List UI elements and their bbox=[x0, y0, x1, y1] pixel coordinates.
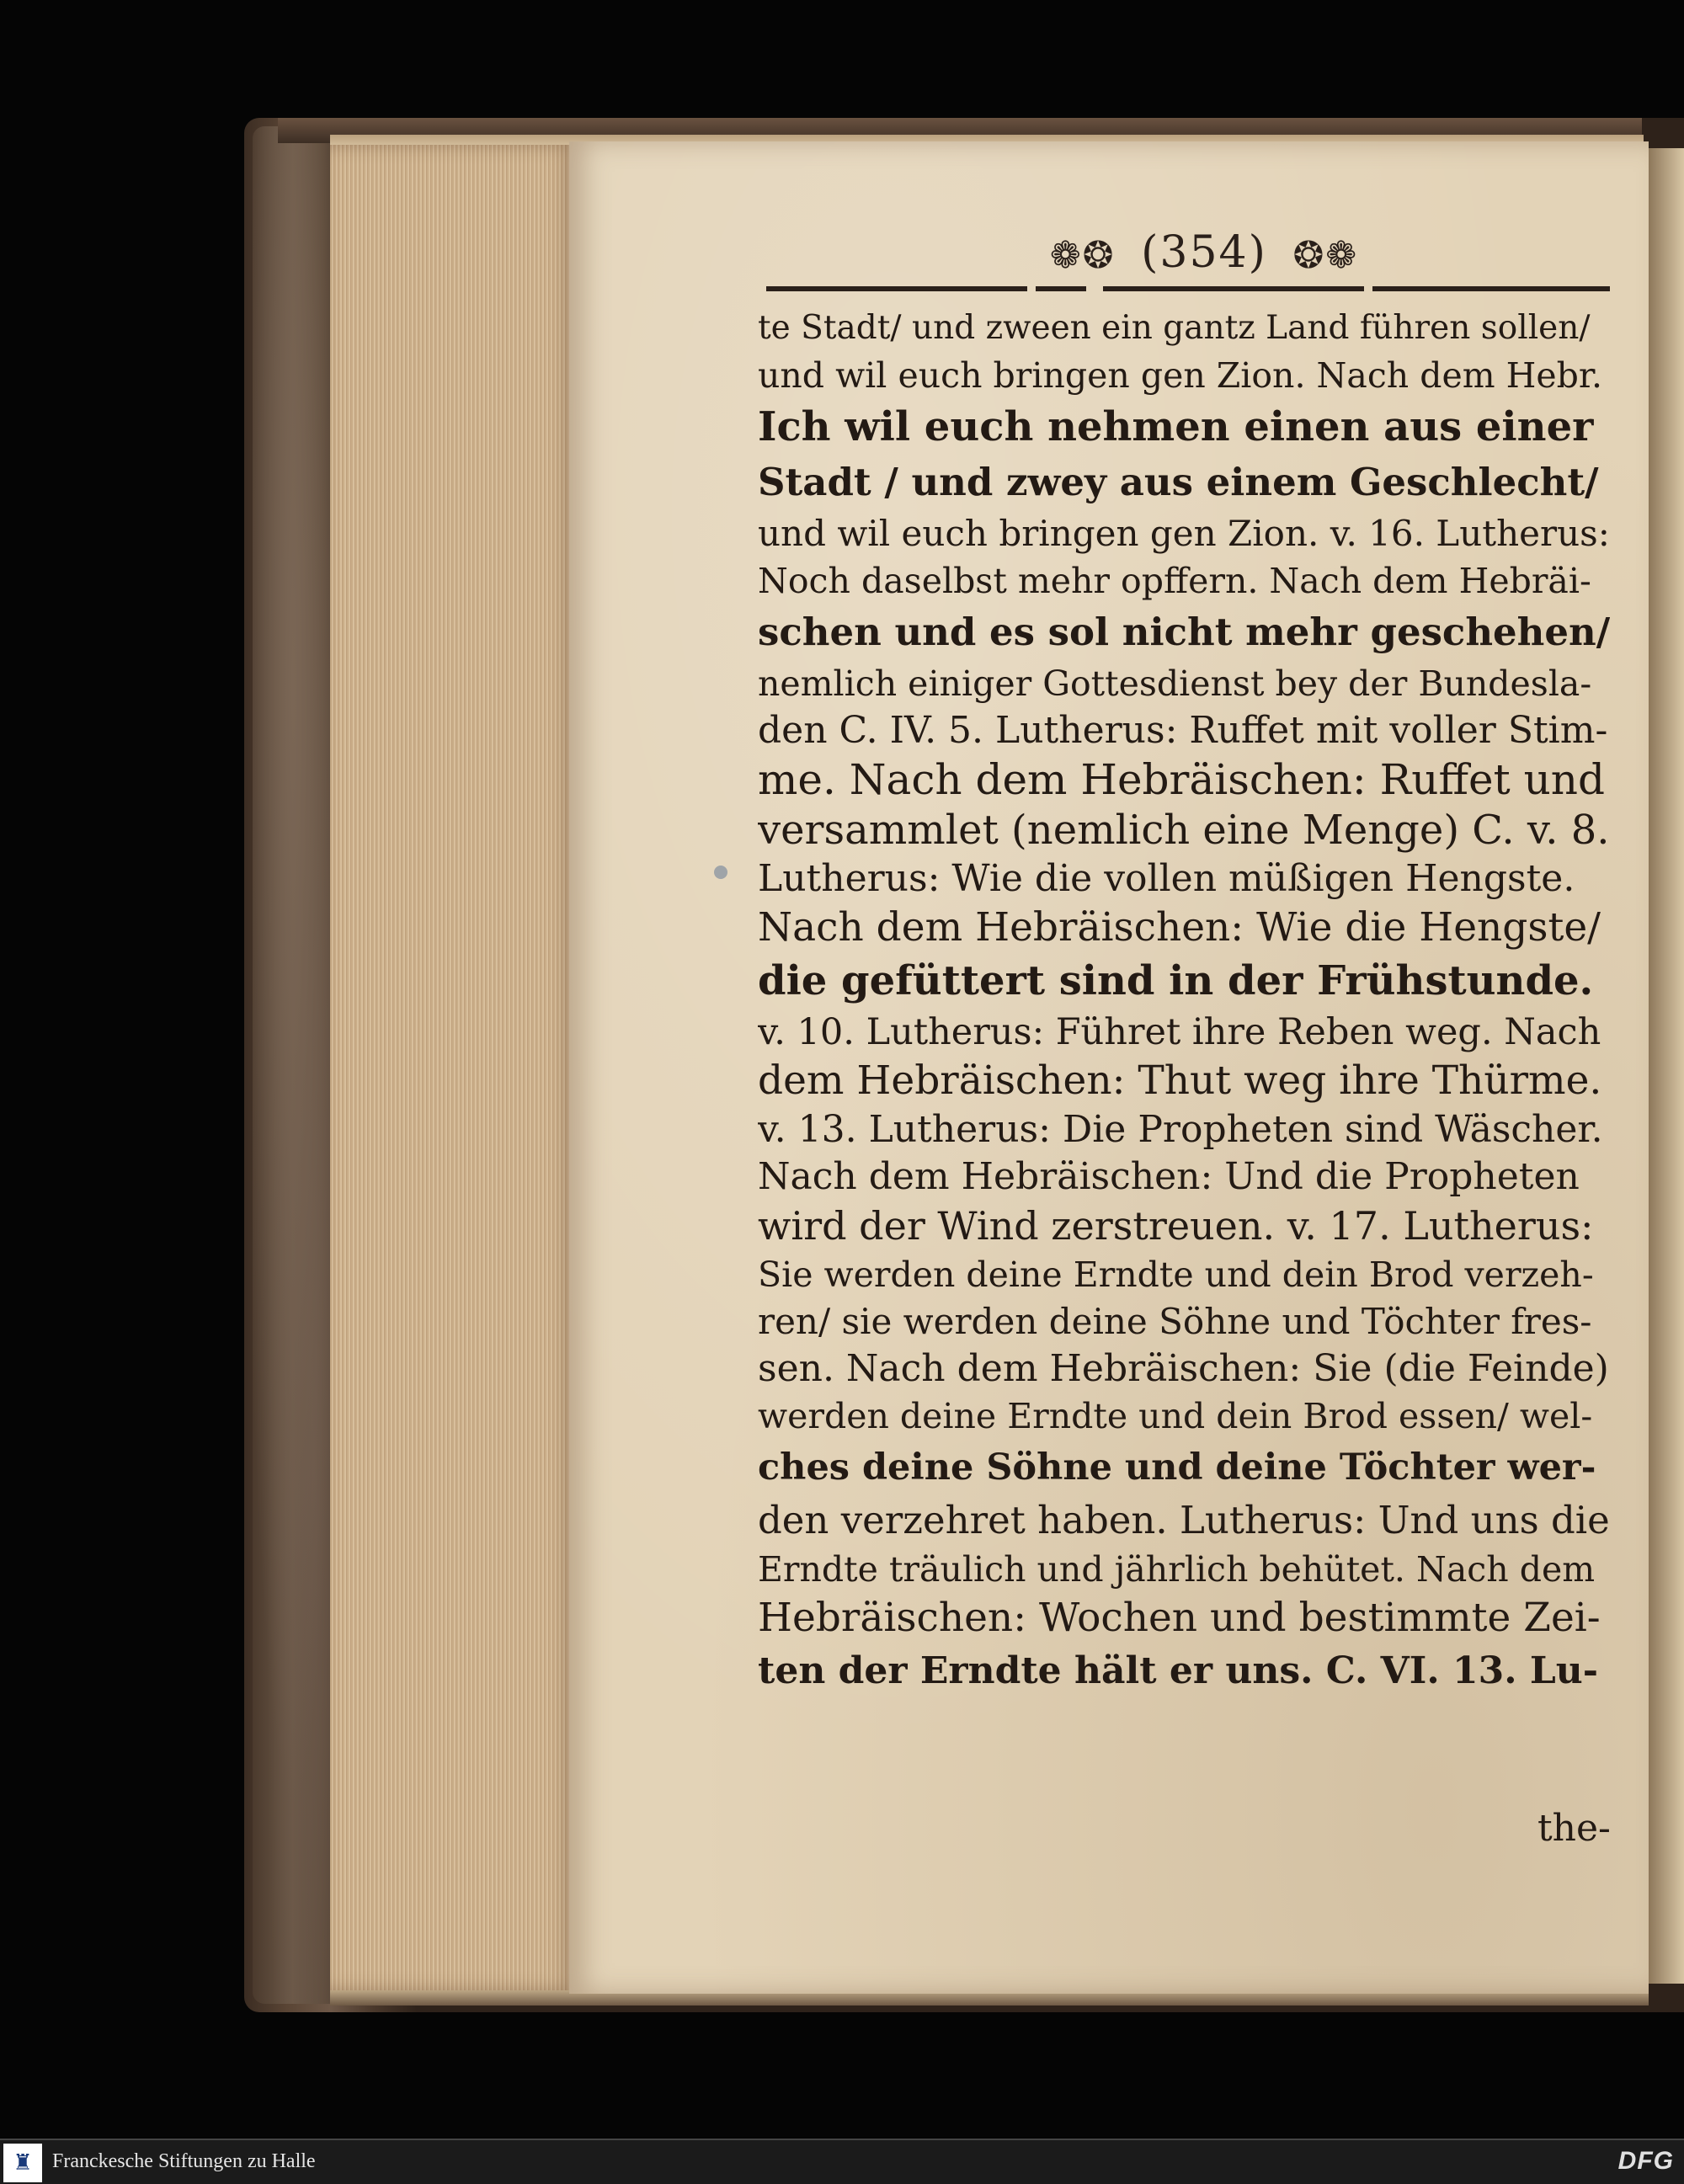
header-rule-left bbox=[766, 286, 1027, 291]
text-line: ten der Erndte hält er uns. C. VI. 13. Lu- bbox=[758, 1649, 1599, 1692]
text-line: und wil euch bringen gen Zion. Nach dem Hebr. bbox=[758, 355, 1603, 396]
text-line: te Stadt/ und zween ein gantz Land führen sollen/ bbox=[758, 309, 1591, 347]
text-line: Hebräischen: Wochen und bestimmte Zei- bbox=[758, 1595, 1601, 1641]
page-number: (354) bbox=[1141, 227, 1267, 278]
text-line: die gefüttert sind in der Frühstunde. bbox=[758, 957, 1594, 1004]
text-line: sen. Nach dem Hebräischen: Sie (die Feinde) bbox=[758, 1347, 1609, 1390]
ornament-right-icon: ❂❁ bbox=[1292, 234, 1359, 277]
header-rule-center bbox=[1103, 286, 1364, 291]
text-line: Noch daselbst mehr opffern. Nach dem Hebräi- bbox=[758, 561, 1591, 601]
text-line: den C. IV. 5. Lutherus: Ruffet mit voller Stim- bbox=[758, 709, 1608, 752]
institution-logo-icon[interactable]: ♜ bbox=[3, 2144, 42, 2182]
text-line: werden deine Erndte und dein Brod essen/ wel- bbox=[758, 1396, 1593, 1436]
catchword: the- bbox=[1537, 1807, 1611, 1850]
text-line: und wil euch bringen gen Zion. v. 16. Lutherus: bbox=[758, 513, 1610, 554]
text-line: Ich wil euch nehmen einen aus einer bbox=[758, 403, 1594, 450]
text-line: Sie werden deine Erndte und dein Brod verzeh- bbox=[758, 1254, 1594, 1295]
institution-name[interactable]: Franckesche Stiftungen zu Halle bbox=[52, 2150, 316, 2172]
text-line: v. 10. Lutherus: Führet ihre Reben weg. Nach bbox=[758, 1011, 1601, 1053]
text-line: nemlich einiger Gottesdienst bey der Bundesla- bbox=[758, 663, 1592, 704]
text-line: Erndte träulich und jährlich behütet. Nach dem bbox=[758, 1549, 1596, 1590]
viewer-footer bbox=[0, 2139, 1684, 2184]
dfg-logo[interactable]: DFG bbox=[1617, 2147, 1674, 2175]
header-rule-center-left bbox=[1036, 286, 1086, 291]
facing-page-edge bbox=[1649, 148, 1684, 1984]
text-line: schen und es sol nicht mehr geschehen/ bbox=[758, 610, 1610, 654]
text-line: v. 13. Lutherus: Die Propheten sind Wäscher. bbox=[758, 1108, 1603, 1151]
text-line: Nach dem Hebräischen: Und die Propheten bbox=[758, 1155, 1580, 1198]
ornament-left-icon: ❁❂ bbox=[1049, 234, 1116, 277]
page-body-text bbox=[758, 305, 1610, 1699]
text-line: wird der Wind zerstreuen. v. 17. Lutherus: bbox=[758, 1203, 1594, 1249]
text-line: Stadt / und zwey aus einem Geschlecht/ bbox=[758, 460, 1599, 504]
text-line: versammlet (nemlich eine Menge) C. v. 8. bbox=[758, 807, 1610, 854]
text-line: Nach dem Hebräischen: Wie die Hengste/ bbox=[758, 904, 1601, 951]
header-rule-right bbox=[1372, 286, 1610, 291]
text-line: ren/ sie werden deine Söhne und Töchter fres- bbox=[758, 1301, 1592, 1342]
page-header bbox=[1036, 227, 1372, 286]
text-line: dem Hebräischen: Thut weg ihre Thürme. bbox=[758, 1057, 1602, 1104]
scan-pin-mark bbox=[714, 866, 727, 879]
text-line: me. Nach dem Hebräischen: Ruffet und bbox=[758, 755, 1606, 804]
text-line: ches deine Söhne und deine Töchter wer- bbox=[758, 1446, 1596, 1489]
page-edges bbox=[330, 145, 574, 1990]
text-line: Lutherus: Wie die vollen müßigen Hengste. bbox=[758, 857, 1575, 900]
text-line: den verzehret haben. Lutherus: Und uns die bbox=[758, 1498, 1610, 1542]
